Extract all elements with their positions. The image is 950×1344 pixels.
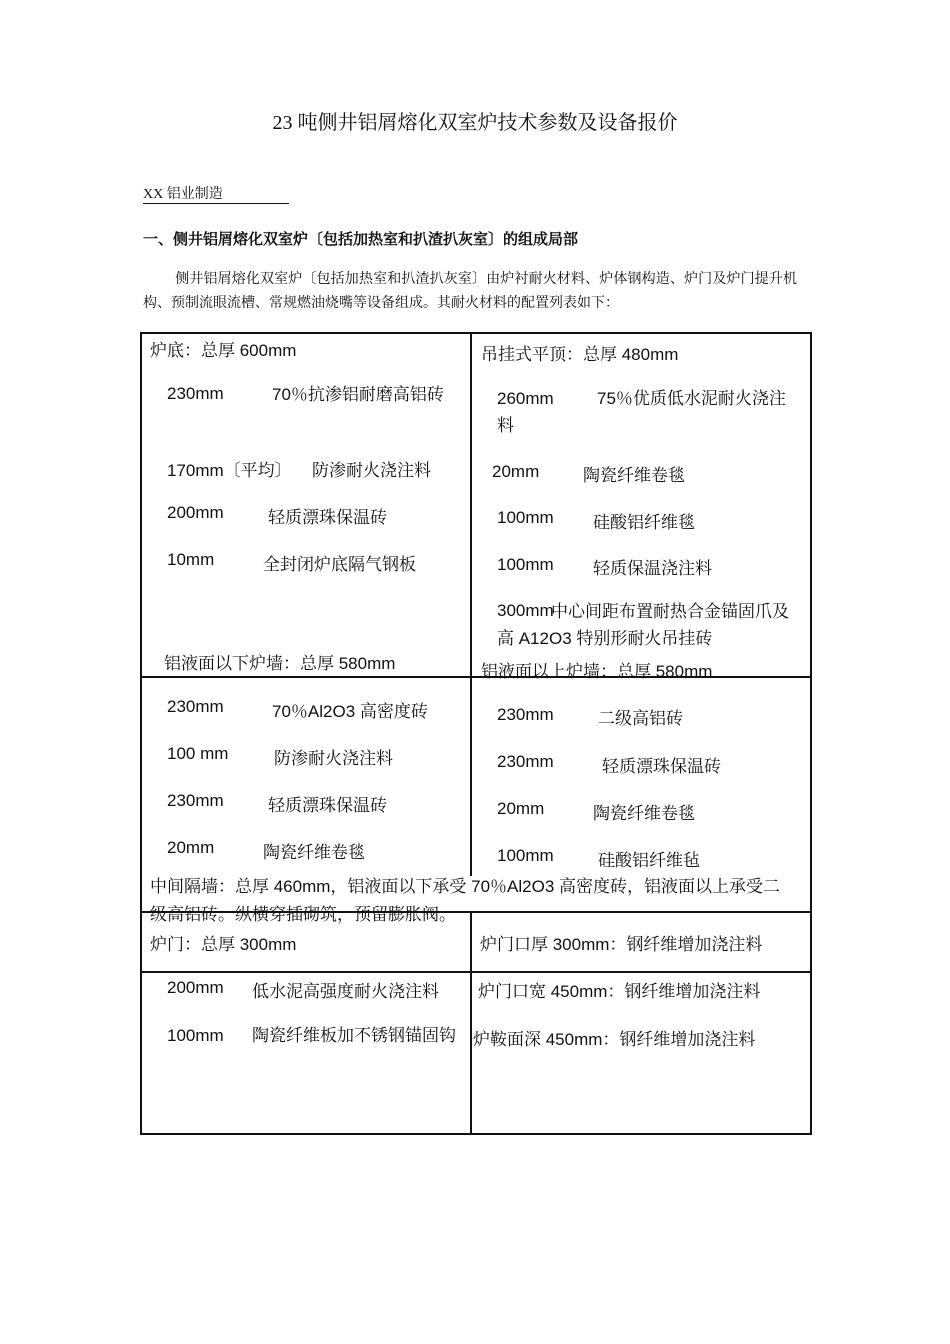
lower-wall-heading: 铝液面以下炉墙：总厚 580mm	[164, 654, 396, 673]
roof-thickness: 100mm	[497, 508, 554, 527]
roof-material: 陶瓷纤维卷毯	[583, 466, 685, 485]
table-divider-mid-upper	[470, 332, 472, 876]
lower-wall-thickness: 230mm	[167, 697, 224, 716]
upper-wall-thickness: 100mm	[497, 846, 554, 865]
door-opening-width: 炉门口宽 450mm：钢纤维增加浇注料	[478, 982, 761, 1001]
roof-material: 75％优质低水泥耐火浇注料	[497, 389, 786, 435]
roof-material: 轻质保温浇注料	[593, 559, 712, 578]
table-divider-mid-lower	[470, 912, 472, 1135]
door-material: 低水泥高强度耐火浇注料	[252, 982, 439, 1001]
door-thickness: 100mm	[167, 1026, 224, 1045]
upper-wall-material: 二级高铝砖	[598, 709, 683, 728]
table-border-right	[810, 332, 812, 1135]
upper-wall-material: 轻质漂珠保温砖	[602, 757, 721, 776]
upper-wall-material: 陶瓷纤维卷毯	[593, 804, 695, 823]
furnace-bottom-heading: 炉底：总厚 600mm	[150, 341, 297, 360]
furnace-bottom-thickness: 10mm	[167, 550, 215, 569]
furnace-bottom-thickness: 200mm	[167, 503, 224, 522]
lower-wall-thickness: 20mm	[167, 838, 215, 857]
lower-wall-material: 70％Al2O3 高密度砖	[272, 702, 428, 721]
furnace-bottom-thickness: 170mm〔平均〕	[167, 461, 292, 480]
door-opening-thickness: 炉门口厚 300mm：钢纤维增加浇注料	[480, 935, 763, 954]
upper-wall-thickness: 230mm	[497, 752, 554, 771]
roof-thickness: 100mm	[497, 555, 554, 574]
door-saddle-depth: 炉鞍面深 450mm：钢纤维增加浇注料	[473, 1030, 756, 1049]
upper-wall-material: 硅酸铝纤维毡	[598, 851, 700, 870]
furnace-bottom-material: 全封闭炉底隔气钢板	[263, 555, 416, 574]
upper-wall-thickness: 230mm	[497, 705, 554, 724]
section-heading: 一、侧井铝屑熔化双室炉〔包括加热室和扒渣扒灰室〕的组成局部	[143, 232, 579, 248]
table-border-top	[140, 332, 812, 334]
furnace-bottom-material: 防渗耐火浇注料	[312, 461, 431, 480]
roof-thickness: 20mm	[492, 462, 540, 481]
partition-wall-note: 中间隔墙：总厚 460mm，铝液面以下承受 70％Al2O3 高密度砖，铝液面以上承受二级高铝砖。纵横穿插砌筑，预留膨胀阀。	[150, 877, 781, 924]
upper-wall-heading: 铝液面以上炉墙：总厚 580mm	[481, 662, 713, 681]
upper-wall-thickness: 20mm	[497, 799, 545, 818]
door-thickness: 200mm	[167, 978, 224, 997]
furnace-bottom-thickness: 230mm	[167, 384, 224, 403]
roof-heading: 吊挂式平顶：总厚 480mm	[481, 345, 679, 364]
roof-material: 硅酸铝纤维毯	[593, 513, 695, 532]
company-name: XX 铝业制造	[143, 183, 289, 204]
door-heading: 炉门：总厚 300mm	[150, 935, 297, 954]
table-border-bottom	[140, 1133, 812, 1135]
page-title: 23 吨侧井铝屑熔化双室炉技术参数及设备报价	[272, 112, 678, 134]
lower-wall-thickness: 230mm	[167, 791, 224, 810]
door-material: 陶瓷纤维板加不锈钢锚固钩	[252, 1026, 456, 1045]
table-border-left	[140, 332, 142, 1135]
lower-wall-thickness: 100 mm	[167, 744, 229, 763]
furnace-bottom-material: 轻质漂珠保温砖	[268, 508, 387, 527]
lower-wall-material: 轻质漂珠保温砖	[268, 796, 387, 815]
roof-material: 中心间距布置耐热合金锚固爪及高 A12O3 特别形耐火吊挂砖	[497, 602, 789, 648]
furnace-bottom-material: 70％抗渗铝耐磨高铝砖	[272, 385, 444, 404]
table-hline-3	[140, 971, 812, 973]
roof-thickness: 300mm	[497, 601, 554, 620]
roof-thickness: 260mm	[497, 389, 554, 408]
lower-wall-material: 防渗耐火浇注料	[274, 749, 393, 768]
lower-wall-material: 陶瓷纤维卷毯	[263, 843, 365, 862]
intro-paragraph: 侧井铝屑熔化双室炉〔包括加热室和扒渣扒灰室〕由炉衬耐火材料、炉体钢构造、炉门及炉门提升机构、预制流眼流槽、常规燃油烧嘴等设备组成。其耐火材料的配置列表如下：	[143, 272, 797, 311]
